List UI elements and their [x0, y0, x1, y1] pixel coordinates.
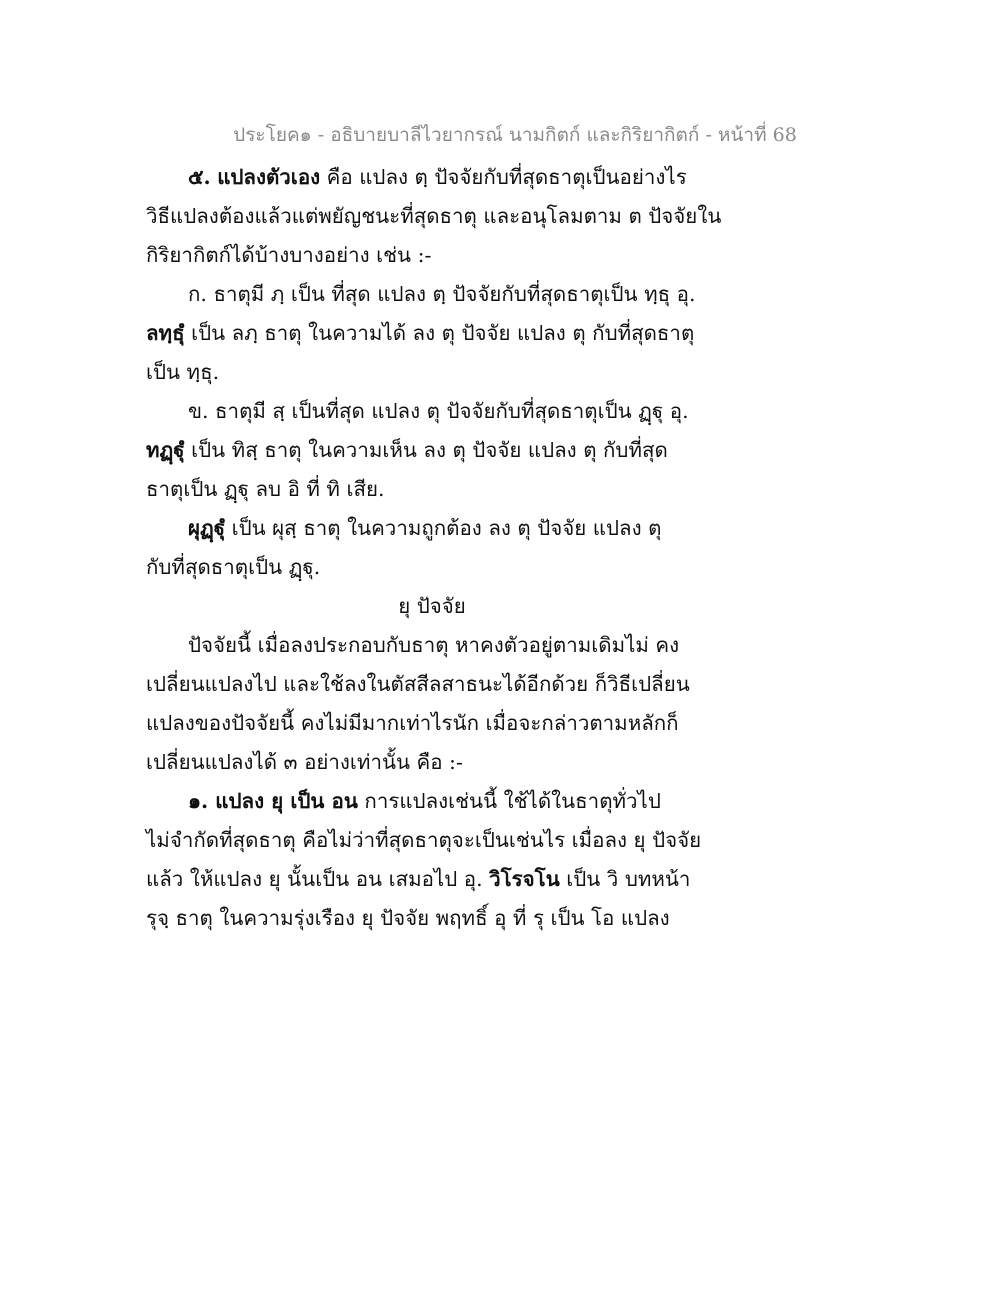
bold-term: ผุฏฺฐุํ — [188, 516, 226, 540]
paragraph-5-line-2: เปลี่ยนแปลงไป และใช้ลงในตัสสีลสาธนะได้อีกด้วย ก็วิธีเปลี่ยน — [146, 672, 690, 696]
paragraph-2-line-1: ก. ธาตุมี ภฺ เป็น ที่สุด แปลง ตฺ ปัจจัยกับที่สุดธาตุเป็น ทฺธุ อุ. — [188, 282, 696, 306]
paragraph-3-line-3: ธาตุเป็น ฏฺฐุ ลบ อิ ที่ ทิ เสีย. — [146, 477, 385, 501]
paragraph-2-line-3: เป็น ทฺธุ. — [146, 360, 220, 384]
line-text: คือ แปลง ตฺ ปัจจัยกับที่สุดธาตุเป็นอย่างไร — [326, 165, 687, 189]
bold-term: แปลงตัวเอง — [217, 165, 321, 189]
line-text: การแปลงเช่นนี้ ใช้ได้ในธาตุทั่วไป — [364, 789, 661, 813]
paragraph-1-line-1 — [146, 158, 706, 197]
paragraph-4-line-1 — [146, 509, 706, 548]
line-text: เป็น ผุสฺ ธาตุ ในความถูกต้อง ลง ตุ ปัจจัย แปลง ตุ — [231, 516, 662, 540]
paragraph-6-line-3 — [146, 860, 706, 899]
line-text: เป็น ทิสฺ ธาตุ ในความเห็น ลง ตุ ปัจจัย แปลง ตุ กับที่สุด — [191, 438, 668, 462]
line-text: เป็น วิ บทหน้า — [566, 867, 691, 891]
bold-term: ทฏฺฐุํ — [146, 438, 185, 462]
paragraph-6-line-2: ไม่จำกัดที่สุดธาตุ คือไม่ว่าที่สุดธาตุจะเป็นเช่นไร เมื่อลง ยุ ปัจจัย — [146, 828, 702, 852]
line-text: เป็น ลภฺ ธาตุ ในความได้ ลง ตุ ปัจจัย แปลง ตุ กับที่สุดธาตุ — [191, 321, 695, 345]
bold-term: ลทฺธุํ — [146, 321, 185, 345]
paragraph-5-line-3: แปลงของปัจจัยนี้ คงไม่มีมากเท่าไรนัก เมื่อจะกล่าวตามหลักก็ — [146, 711, 679, 735]
document-body — [146, 158, 722, 938]
paragraph-3-line-1: ข. ธาตุมี สฺ เป็นที่สุด แปลง ตุ ปัจจัยกับที่สุดธาตุเป็น ฏฺฐุ อุ. — [188, 399, 689, 423]
paragraph-2-line-2 — [146, 314, 706, 353]
item-number: ๕. — [188, 165, 211, 189]
paragraph-5-line-1: ปัจจัยนี้ เมื่อลงประกอบกับธาตุ หาคงตัวอยู่ตามเดิมไม่ คง — [188, 633, 680, 657]
section-heading: ยุ ปัจจัย — [398, 594, 466, 618]
paragraph-3-line-2 — [146, 431, 706, 470]
paragraph-6-line-1 — [146, 782, 706, 821]
paragraph-1-line-2: วิธีแปลงต้องแล้วแต่พยัญชนะที่สุดธาตุ และอนุโลมตาม ต ปัจจัยใน — [146, 204, 722, 228]
paragraph-4-line-2: กับที่สุดธาตุเป็น ฏฺฐุ. — [146, 555, 321, 579]
line-text: แล้ว ให้แปลง ยุ นั้นเป็น อน เสมอไป อุ. — [146, 867, 483, 891]
bold-term: วิโรจโน — [489, 867, 560, 891]
bold-term: ๑. แปลง ยุ เป็น อน — [188, 789, 358, 813]
paragraph-5-line-4: เปลี่ยนแปลงได้ ๓ อย่างเท่านั้น คือ :- — [146, 750, 463, 774]
page-header-text: ประโยค๑ - อธิบายบาลีไวยากรณ์ นามกิตก์ และกิริยากิตก์ - หน้าที่ 68 — [233, 124, 797, 146]
paragraph-6-line-4: รุจฺ ธาตุ ในความรุ่งเรือง ยุ ปัจจัย พฤทธิ์ อุ ที่ รุ เป็น โอ แปลง — [146, 906, 670, 930]
paragraph-1-line-3: กิริยากิตก์ได้บ้างบางอย่าง เช่น :- — [146, 243, 432, 267]
page-header — [0, 120, 1000, 150]
